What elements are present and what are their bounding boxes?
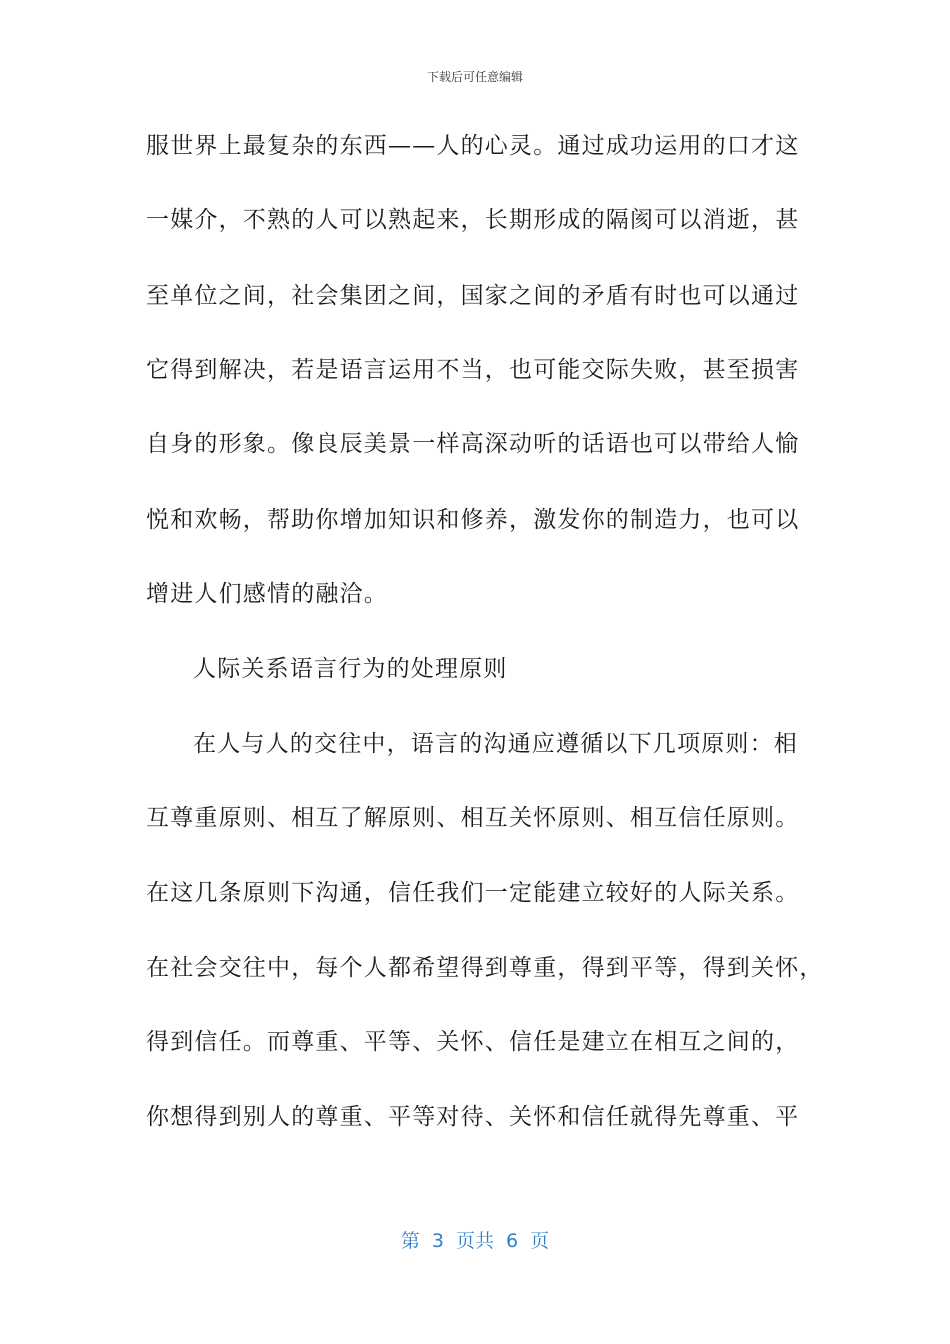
body-line: 互尊重原则、相互了解原则、相互关怀原则、相互信任原则。 xyxy=(146,805,800,831)
body-line: 在人与人的交往中，语言的沟通应遵循以下几项原则：相 xyxy=(193,731,798,757)
body-line: 在这几条原则下沟通，信任我们一定能建立较好的人际关系。 xyxy=(146,880,800,906)
body-line: 服世界上最复杂的东西——人的心灵。通过成功运用的口才这 xyxy=(146,133,800,159)
footer-suffix: 页 xyxy=(530,1230,550,1252)
body-line: 自身的形象。像良辰美景一样高深动听的话语也可以带给人愉 xyxy=(146,431,800,457)
current-page-number: 3 xyxy=(431,1230,444,1252)
section-heading: 人际关系语言行为的处理原则 xyxy=(193,656,508,682)
body-line: 你想得到别人的尊重、平等对待、关怀和信任就得先尊重、平 xyxy=(146,1104,800,1130)
body-line: 至单位之间，社会集团之间，国家之间的矛盾有时也可以通过 xyxy=(146,283,800,309)
body-line: 增进人们感情的融洽。 xyxy=(146,581,388,607)
total-page-count: 6 xyxy=(506,1230,519,1252)
footer-middle: 页共 xyxy=(455,1230,494,1252)
body-line: 得到信任。而尊重、平等、关怀、信任是建立在相互之间的， xyxy=(146,1029,800,1055)
footer-prefix: 第 xyxy=(400,1230,420,1252)
body-line: 在社会交往中，每个人都希望得到尊重，得到平等，得到关怀， xyxy=(146,955,824,981)
page-header: 下载后可任意编辑 xyxy=(426,70,523,84)
page-footer xyxy=(0,1226,950,1253)
body-line: 它得到解决，若是语言运用不当，也可能交际失败，甚至损害 xyxy=(146,357,800,383)
body-line: 一媒介，不熟的人可以熟起来，长期形成的隔阂可以消逝，甚 xyxy=(146,207,800,233)
body-line: 悦和欢畅，帮助你增加知识和修养，激发你的制造力，也可以 xyxy=(146,507,800,533)
